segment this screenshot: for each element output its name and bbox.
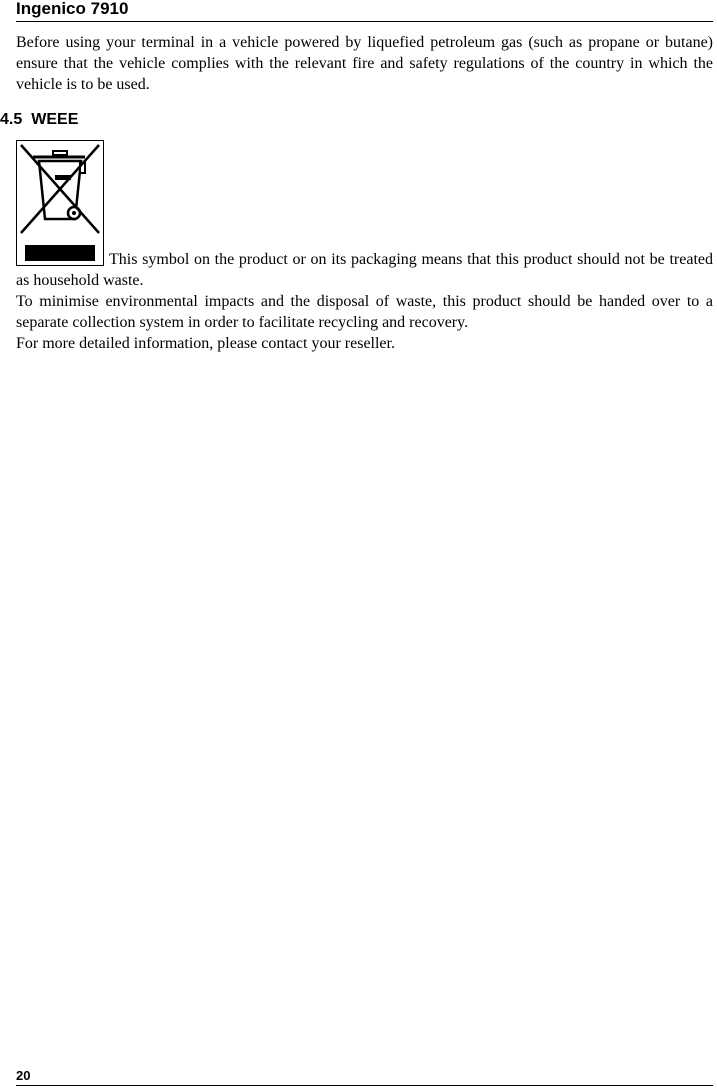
disposal-paragraph: To minimise environmental impacts and the disposal of waste, this product should be handed over to a separate collection system in order to facilitate recycling and recovery. xyxy=(16,293,713,331)
header-title: Ingenico 7910 xyxy=(16,0,129,18)
contact-paragraph: For more detailed information, please contact your reseller. xyxy=(16,335,395,352)
section-title: WEEE xyxy=(31,111,79,128)
page-footer xyxy=(16,1067,713,1086)
symbol-paragraph: This symbol on the product or on its packaging means that this product should not be treated as household waste. xyxy=(16,251,713,289)
lpg-vehicle-paragraph: Before using your terminal in a vehicle powered by liquefied petroleum gas (such as propane or butane) ensure that the vehicle complies with the relevant fire and safety regulations of the country in which the vehicle is to be used. xyxy=(16,34,713,93)
weee-bin-icon xyxy=(16,140,104,266)
page-number: 20 xyxy=(16,1068,31,1083)
section-heading xyxy=(0,110,78,130)
section-number: 4.5 xyxy=(0,111,23,128)
page-header xyxy=(16,0,713,22)
